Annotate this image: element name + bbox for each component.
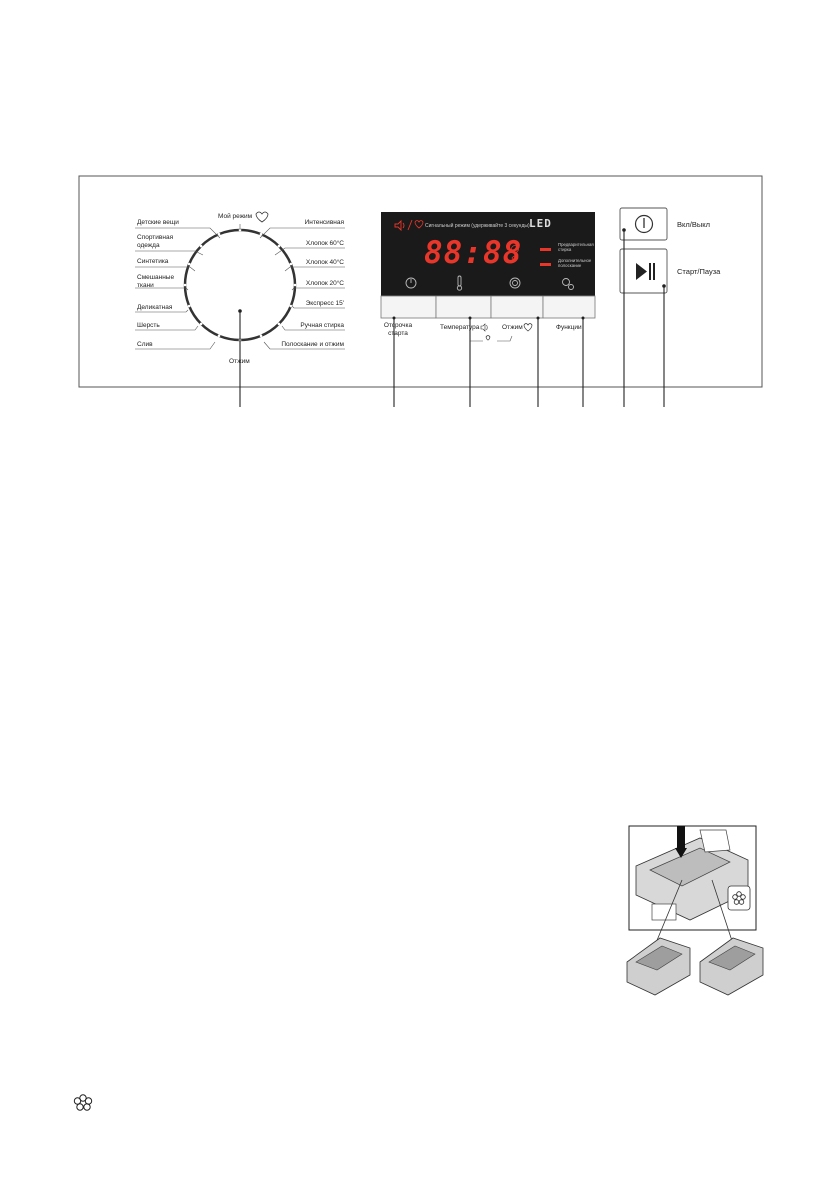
program-label-left-3: Смешанные ткани <box>137 274 175 289</box>
start-pause-button[interactable] <box>620 249 667 293</box>
dial-tick <box>188 263 191 266</box>
display-side-top: Предварительная стирка <box>558 242 594 252</box>
dial-tick <box>218 233 221 236</box>
program-label-right-4: Экспресс 15' <box>305 300 344 307</box>
program-label-left-5: Шерсть <box>137 322 160 329</box>
program-label-right-1: Хлопок 60°C <box>305 240 344 247</box>
dial-tick <box>278 323 281 326</box>
temperature-button[interactable] <box>436 296 491 318</box>
program-label-left-1: Спортивная одежда <box>137 234 174 249</box>
flower-icon-bottom <box>74 1095 91 1110</box>
program-label-right-3: Хлопок 20°C <box>305 280 344 287</box>
program-label-top: Мой режим <box>218 213 253 220</box>
led-label: LED <box>529 217 552 230</box>
prewash-indicator <box>540 248 551 251</box>
dial-tick <box>294 284 297 287</box>
dial-tick <box>200 245 203 248</box>
dial-tick <box>260 233 263 236</box>
program-label-left-6: Слив <box>137 341 153 348</box>
program-label-right-6: Полоскание и отжим <box>281 341 344 348</box>
dial-tick <box>184 284 187 287</box>
dial-tick <box>218 335 221 338</box>
heart-icon-caption <box>524 324 532 332</box>
function-buttons <box>381 296 595 318</box>
display-info-text: Сигнальный режим (удерживайте 3 секунды) <box>425 223 530 229</box>
program-label-left-2: Синтетика <box>137 258 169 265</box>
dial-tick <box>188 305 191 308</box>
heart-icon <box>256 212 268 222</box>
program-label-right-2: Хлопок 40°C <box>305 259 344 266</box>
power-button[interactable] <box>620 208 667 240</box>
program-label-left-4: Деликатная <box>137 304 173 311</box>
program-label-right-5: Ручная стирка <box>300 322 344 329</box>
dial-tick <box>260 335 263 338</box>
dial-tick <box>200 323 203 326</box>
dial-tick <box>278 245 281 248</box>
functions-caption: Функции <box>556 324 582 331</box>
display-side-bottom: Дополнительное полоскание <box>558 258 592 268</box>
power-label: Вкл/Выкл <box>677 220 710 229</box>
delay-caption: Отсрочка старта <box>383 322 413 337</box>
detergent-drawer-illustration <box>627 826 763 995</box>
display-digits: 88:88 <box>424 235 523 271</box>
delay-button[interactable] <box>381 296 436 318</box>
temperature-caption: Температура <box>440 324 480 331</box>
combo-lines <box>470 334 512 341</box>
dial-tick <box>290 263 293 266</box>
dial-tick <box>290 305 293 308</box>
sound-icon-caption <box>481 324 487 331</box>
program-label-right-0: Интенсивная <box>304 219 344 226</box>
spin-caption: Отжим <box>502 324 523 331</box>
start-pause-label: Старт/Пауза <box>677 267 721 276</box>
spin-button[interactable] <box>491 296 543 318</box>
functions-button[interactable] <box>543 296 595 318</box>
extra-rinse-indicator <box>540 263 551 266</box>
program-label-bottom: Отжим <box>229 358 250 365</box>
program-label-left-0: Детские вещи <box>137 219 179 226</box>
lock-icon-combo <box>486 336 490 341</box>
